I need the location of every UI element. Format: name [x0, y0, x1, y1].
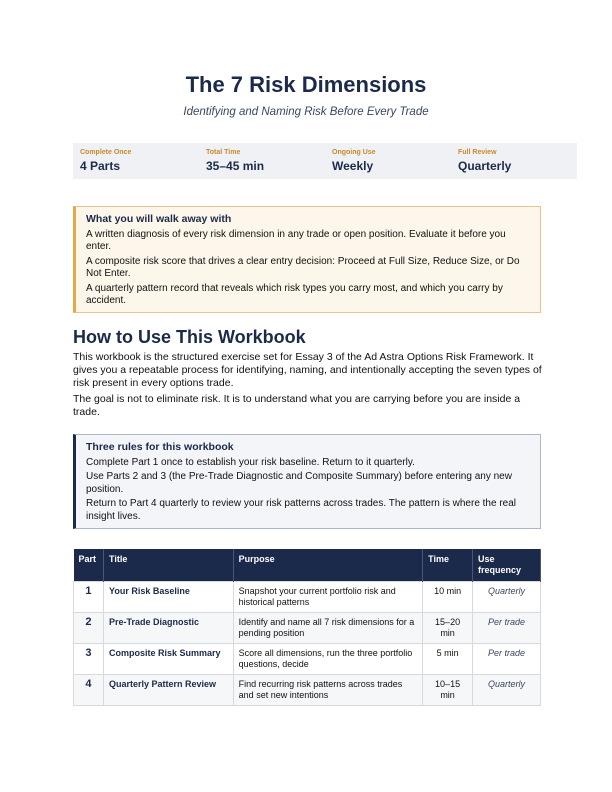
stat-label: Ongoing Use [332, 149, 376, 156]
cell-purpose: Identify and name all 7 risk dimensions for a pending position [233, 613, 422, 644]
stat-value: 4 Parts [80, 159, 121, 173]
table-row [74, 675, 541, 706]
walkaway-callout [73, 206, 541, 313]
cell-time: 10–15 min [423, 675, 473, 706]
cell-title: Quarterly Pattern Review [103, 675, 233, 706]
table-header-row [74, 549, 541, 582]
stat-value: Weekly [332, 159, 374, 173]
cell-part: 3 [74, 644, 104, 675]
cell-purpose: Find recurring risk patterns across trades and set new intentions [233, 675, 422, 706]
summary-stats-bar [73, 143, 577, 179]
stat-label: Complete Once [80, 149, 132, 156]
cell-title: Your Risk Baseline [103, 582, 233, 613]
walkaway-item: A composite risk score that drives a clear entry decision: Proceed at Full Size, Reduce Size, or Do Not Enter. [86, 255, 520, 279]
cell-purpose: Score all dimensions, run the three portfolio questions, decide [233, 644, 422, 675]
stat-total-time [199, 143, 325, 179]
stat-full-review [451, 143, 577, 179]
stat-value: 35–45 min [206, 159, 265, 173]
cell-use-frequency: Quarterly [473, 582, 541, 613]
cell-title: Composite Risk Summary [103, 644, 233, 675]
cell-use-frequency: Per trade [473, 644, 541, 675]
cell-part: 1 [74, 582, 104, 613]
cell-use-frequency: Quarterly [473, 675, 541, 706]
walkaway-item: A written diagnosis of every risk dimension in any trade or open position. Evaluate it before you enter. [86, 228, 506, 252]
cell-time: 15–20 min [423, 613, 473, 644]
stat-complete-once [73, 143, 199, 179]
section-heading-how-to-use: How to Use This Workbook [73, 327, 306, 347]
cell-title: Pre-Trade Diagnostic [103, 613, 233, 644]
cell-part: 4 [74, 675, 104, 706]
goal-paragraph: The goal is not to eliminate risk. It is to understand what you are carrying before you are inside a trade. [73, 393, 521, 418]
cell-time: 5 min [423, 644, 473, 675]
table-row [74, 613, 541, 644]
stat-label: Total Time [206, 149, 241, 156]
column-header-purpose: Purpose [233, 549, 422, 582]
rule-item: Return to Part 4 quarterly to review your risk patterns across trades. The pattern is where the real insight lives. [86, 498, 517, 522]
cell-use-frequency: Per trade [473, 613, 541, 644]
table-row [74, 582, 541, 613]
intro-paragraph: This workbook is the structured exercise set for Essay 3 of the Ad Astra Options Risk Framework. It gives you a repeatable process for identifying, naming, and intentionally accepting the seven types of risk present in every options trade. [73, 351, 542, 389]
cell-part: 2 [74, 613, 104, 644]
rules-heading: Three rules for this workbook [86, 441, 234, 453]
cell-purpose: Snapshot your current portfolio risk and historical patterns [233, 582, 422, 613]
table-row [74, 644, 541, 675]
column-header-use-frequency: Use frequency [473, 549, 541, 582]
walkaway-heading: What you will walk away with [86, 213, 232, 225]
stat-ongoing-use [325, 143, 451, 179]
rule-item: Complete Part 1 once to establish your risk baseline. Return to it quarterly. [86, 456, 415, 468]
column-header-time: Time [423, 549, 473, 582]
stat-value: Quarterly [458, 159, 512, 173]
cell-time: 10 min [423, 582, 473, 613]
workbook-parts-table [73, 549, 541, 706]
column-header-part: Part [74, 549, 104, 582]
page-title: The 7 Risk Dimensions [185, 72, 427, 97]
rules-callout [73, 434, 541, 529]
rule-item: Use Parts 2 and 3 (the Pre-Trade Diagnostic and Composite Summary) before entering any new position. [86, 471, 512, 495]
column-header-title: Title [103, 549, 233, 582]
page-subtitle: Identifying and Naming Risk Before Every Trade [183, 106, 429, 118]
stat-label: Full Review [458, 149, 497, 156]
walkaway-item: A quarterly pattern record that reveals which risk types you carry most, and which you carry by accident. [86, 282, 503, 306]
